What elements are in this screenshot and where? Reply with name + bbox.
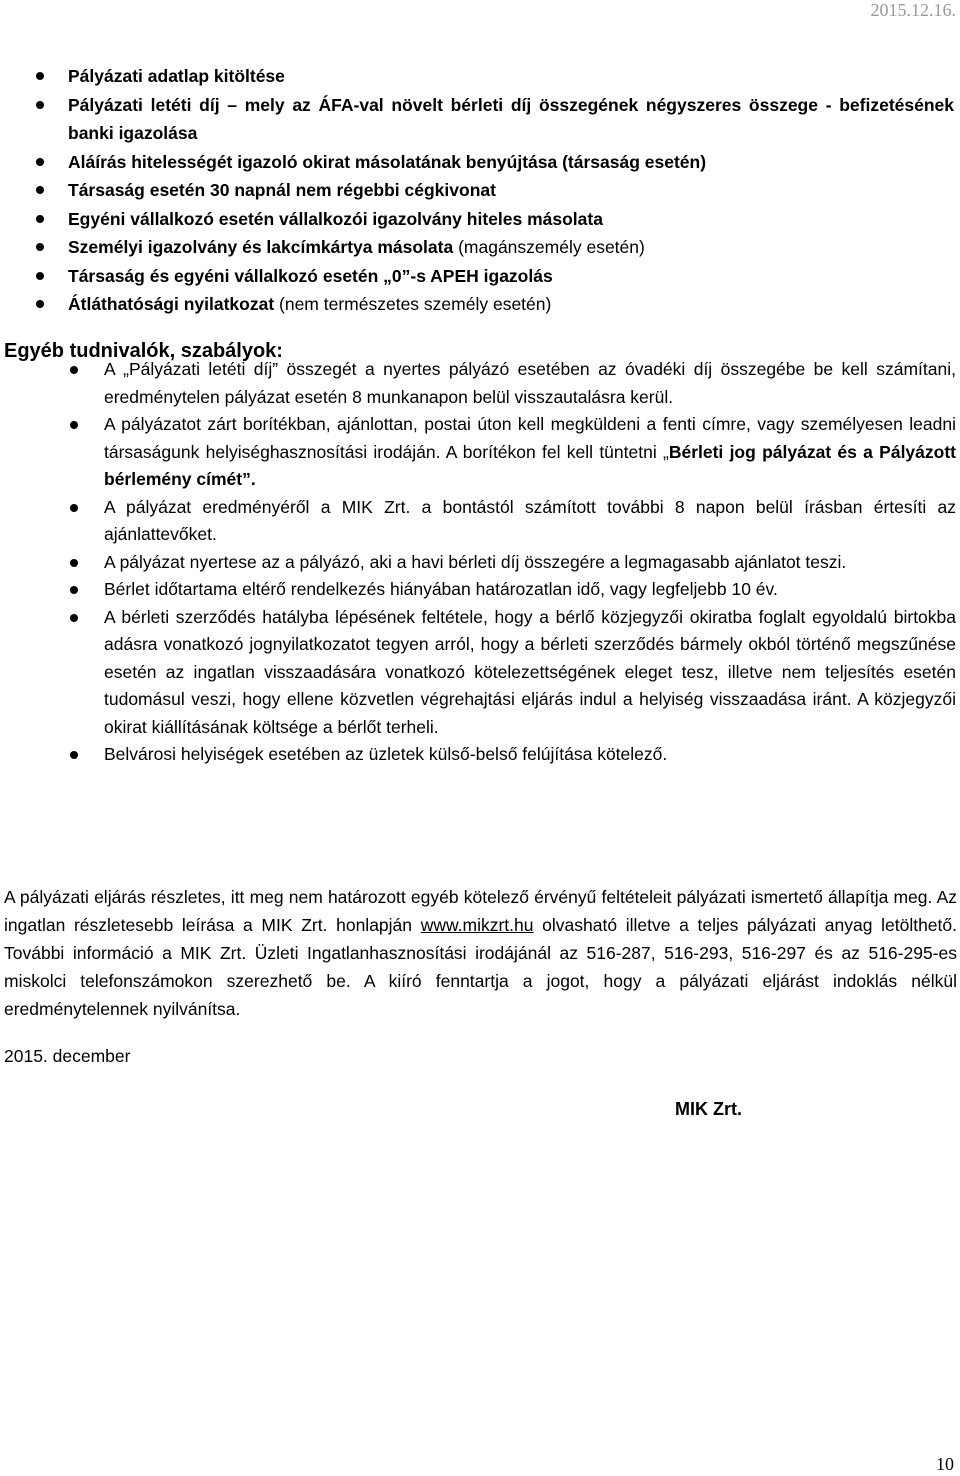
list-item-text: (magánszemély esetén): [453, 237, 645, 257]
bullet-icon: [70, 751, 78, 759]
bullet-icon: [36, 186, 44, 194]
website-link[interactable]: www.mikzrt.hu: [420, 915, 534, 935]
list-item: [0, 356, 960, 411]
list-item-bold: Személyi igazolvány és lakcímkártya másolata: [68, 237, 454, 257]
list-item-bold: Pályázati letéti díj – mely az ÁFA-val növelt bérleti díj összegének négyszeres összege - befizetésének banki igazolása: [68, 94, 954, 143]
list-item: [0, 494, 960, 549]
list-item-bold: Társaság és egyéni vállalkozó esetén „0”-s APEH igazolás: [68, 265, 553, 286]
rules-heading: Egyéb tudnivalók, szabályok:: [4, 340, 283, 362]
signature: MIK Zrt.: [675, 1099, 742, 1119]
closing-paragraph: [4, 883, 957, 1023]
list-item-bold: Társaság esetén 30 napnál nem régebbi cégkivonat: [68, 180, 496, 200]
bullet-icon: [36, 101, 44, 109]
bullet-icon: [36, 272, 44, 280]
list-item: [0, 148, 960, 177]
list-item-bold: Pályázati adatlap kitöltése: [68, 66, 285, 86]
list-item-bold: Bérleti jog pályázat és a Pályázott bérlemény címét”: [104, 441, 956, 489]
bullet-icon: [36, 300, 44, 308]
bullet-icon: [70, 614, 78, 622]
list-item-text: A pályázat nyertese az a pályázó, aki a havi bérleti díj összegére a legmagasabb ajánlatot teszi.: [104, 551, 847, 572]
list-item-bold: Átláthatósági nyilatkozat: [68, 294, 275, 314]
list-item: [0, 62, 960, 91]
bullet-icon: [70, 586, 78, 594]
bullet-icon: [70, 421, 78, 429]
bullet-icon: [36, 158, 44, 166]
list-item: [0, 741, 960, 769]
list-item-text: Belvárosi helyiségek esetében az üzletek külső-belső felújítása kötelező.: [104, 744, 668, 764]
list-item-bold: Aláírás hitelességét igazoló okirat másolatának benyújtása (társaság esetén): [68, 151, 707, 172]
bullet-icon: [36, 72, 44, 80]
closing-date: 2015. december: [4, 1046, 131, 1066]
list-item: [0, 411, 960, 494]
list-item: [0, 91, 960, 148]
bullet-icon: [70, 559, 78, 567]
bullet-icon: [36, 215, 44, 223]
paragraph-text: A pályázati eljárás részletes, itt meg nem határozott egyéb kötelező érvényű feltételeit pályázati ismertető állapítja meg. Az ingatlan részletesebb leírása a MIK Zrt. honlapján: [4, 887, 957, 935]
required-documents-list: [0, 62, 960, 319]
bullet-icon: [36, 243, 44, 251]
paragraph-text-continued: olvasható illetve a teljes pályázati anyag letölthető. További információ a MIK Zrt. Üzleti Ingatlanhasznosítási irodájánál az 516-287, 516-293, 516-297 és az 516-295-es miskolci telefonszámokon szerezhető be. A kiíró fenntartja a jogot, hogy a pályázati eljárást indoklás nélkül eredménytelennek nyilvánítsa.: [4, 915, 957, 1019]
list-item-after: .: [250, 469, 256, 489]
list-item: [0, 233, 960, 262]
list-item: [0, 262, 960, 291]
list-item: [0, 205, 960, 234]
document-date: 2015.12.16.: [870, 0, 956, 20]
list-item-text: A pályázat eredményéről a MIK Zrt. a bontástól számított további 8 napon belül írásban értesíti az ajánlattevőket.: [104, 496, 956, 544]
list-item: [0, 290, 960, 319]
bullet-icon: [70, 366, 78, 374]
list-item-bold: Egyéni vállalkozó esetén vállalkozói igazolvány hiteles másolata: [68, 208, 603, 229]
list-item-text: Bérlet időtartama eltérő rendelkezés hiányában határozatlan idő, vagy legfeljebb 10 év.: [104, 579, 778, 599]
bullet-icon: [70, 504, 78, 512]
list-item: [0, 604, 960, 742]
list-item-text: A pályázatot zárt borítékban, ajánlottan, postai úton kell megküldeni a fenti címre, vagy személyesen leadni társaságunk helyiséghasznosítási irodáján. A borítékon fel kell tüntetni „: [104, 414, 956, 462]
list-item-text: A bérleti szerződés hatályba lépésének feltétele, hogy a bérlő közjegyzői okiratba foglalt egyoldalú birtokba adásra vonatkozó jognyilatkozatot tegyen arról, hogy a bérleti szerződés bármely okból történő megszűnése esetén az ingatlan visszaadására vonatkozó kötelezettségének eleget tesz, illetve nem teljesítés esetén tudomásul veszi, hogy ellene közvetlen végrehajtási eljárás indul a helyiség visszaadása iránt. A közjegyzői okirat kiállításának költsége a bérlőt terheli.: [104, 606, 956, 737]
list-item-text: (nem természetes személy esetén): [274, 294, 552, 314]
list-item-text: A „Pályázati letéti díj” összegét a nyertes pályázó esetében az óvadéki díj összegébe be kell számítani, eredménytelen pályázat esetén 8 munkanapon belül visszautalásra kerül.: [104, 359, 956, 407]
page-number: 10: [936, 1454, 954, 1474]
list-item: [0, 549, 960, 577]
list-item: [0, 176, 960, 205]
list-item: [0, 576, 960, 604]
rules-list: [0, 356, 960, 769]
